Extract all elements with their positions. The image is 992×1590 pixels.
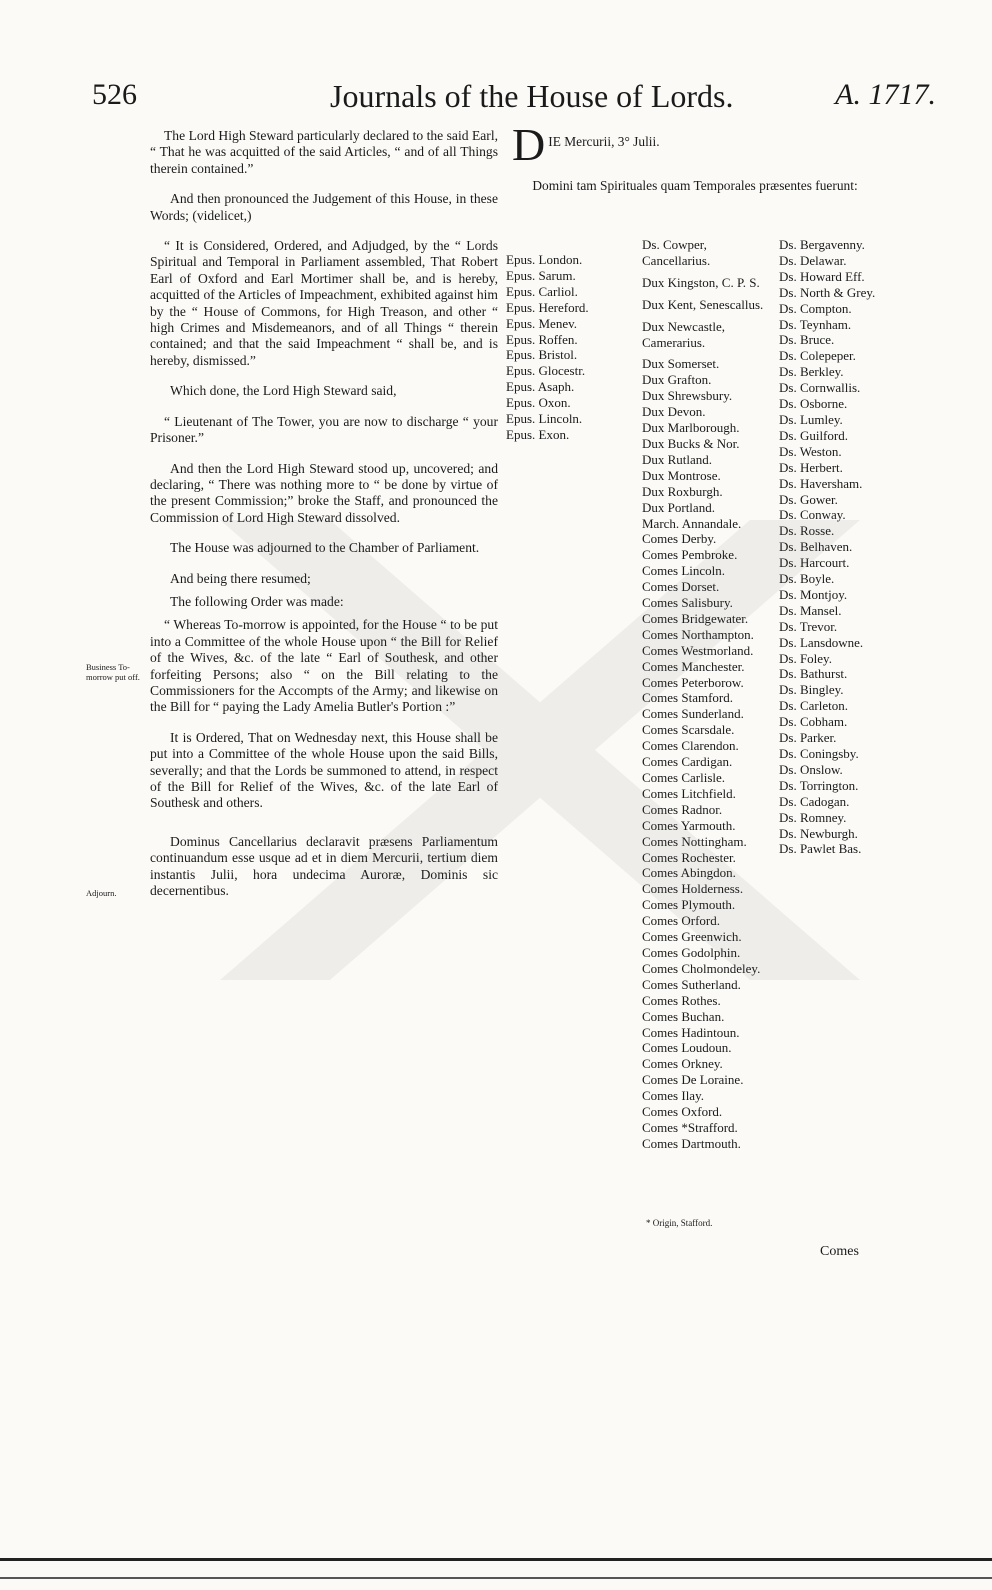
attendee-entry: Comes Plymouth. bbox=[642, 897, 736, 913]
attendee-entry: Epus. Hereford. bbox=[506, 299, 589, 315]
attendee-entry: Comes Scarsdale. bbox=[642, 722, 735, 738]
attendee-entry: Comes Peterborow. bbox=[642, 674, 744, 690]
order-quote: “ Whereas To-morrow is appointed, for the House “ to be put into a Committee of the whole House upon “ the Bill for Relief of the Wives, &c. of the late “ Earl of Southesk, and other forfeiting Persons; also “ on the Bill relating to the Commissioners for the Accompts of the Army; and likewise on the Bill for “ paying the Lady Amelia Butler's Portion :” bbox=[150, 617, 498, 715]
attendee-entry: Comes Orkney. bbox=[642, 1056, 723, 1072]
attendee-entry: Comes Pembroke. bbox=[642, 547, 738, 563]
attendee-entry: Ds. Teynham. bbox=[779, 316, 852, 332]
paragraph: It is Ordered, That on Wednesday next, this House shall be put into a Committee of the whole House upon the said Bills, severally; and that the Lords be summoned to attend, in respect of the Bill for Relief of the Wives, &c. of the late Earl of Southesk and others. bbox=[150, 729, 498, 811]
attendee-entry: Comes Dartmouth. bbox=[642, 1135, 741, 1151]
paragraph: Which done, the Lord High Steward said, bbox=[170, 383, 397, 399]
attendee-entry: Ds. Osborne. bbox=[779, 396, 848, 412]
attendee-entry: Epus. Glocestr. bbox=[506, 363, 586, 379]
attendee-entry: Epus. Menev. bbox=[506, 315, 578, 331]
attendee-entry: Dux Marlborough. bbox=[642, 420, 740, 436]
attendee-entry: Comes Yarmouth. bbox=[642, 817, 736, 833]
attendee-entry: Dux Montrose. bbox=[642, 467, 721, 483]
attendee-entry: Dux Roxburgh. bbox=[642, 483, 723, 499]
attendee-entry: Comes Salisbury. bbox=[642, 595, 733, 611]
attendee-entry: Dux Portland. bbox=[642, 499, 715, 515]
attendee-entry: Dux Kent, Senescallus. bbox=[642, 296, 764, 312]
attendee-entry: Comes Abingdon. bbox=[642, 865, 736, 881]
attendance-heading: Domini tam Spirituales quam Temporales præsentes fuerunt: bbox=[532, 178, 858, 193]
attendee-entry: Comes Ilay. bbox=[642, 1088, 704, 1104]
attendee-entry: Ds. Conway. bbox=[779, 507, 846, 523]
attendee-entry: Comes Litchfield. bbox=[642, 785, 736, 801]
attendee-entry: Comes Carlisle. bbox=[642, 770, 726, 785]
attendee-entry: Dux Devon. bbox=[642, 404, 706, 420]
attendee-entry: Dux Kingston, C. P. S. bbox=[642, 274, 760, 290]
attendee-entry: Ds. Bruce. bbox=[779, 332, 835, 348]
attendee-entry: Comes De Loraine. bbox=[642, 1072, 744, 1088]
attendee-entry: Ds. Romney. bbox=[779, 809, 847, 825]
attendee-entry: Ds. Lansdowne. bbox=[779, 634, 864, 650]
attendee-entry: Comes Stamford. bbox=[642, 690, 733, 706]
attendee-entry: Ds. Herbert. bbox=[779, 459, 843, 475]
attendee-entry: Ds. Belhaven. bbox=[779, 539, 853, 555]
judgement-quote: “ It is Considered, Ordered, and Adjudged, by the “ Lords Spiritual and Temporal in Parliament assembled, That Robert Earl of Oxford and Earl Mortimer shall be, and is hereby, acquitted of the Articles of Impeachment, exhibited against him by the “ House of Commons, for High Treason, and other “ high Crimes and Misdemeanors, and of all Things “ therein contained; and that the said Impeachment “ shall be, and is hereby, dismissed.” bbox=[150, 238, 498, 368]
attendee-entry: Ds. Onslow. bbox=[779, 761, 843, 777]
attendee-entry: Comes Oxford. bbox=[642, 1104, 723, 1120]
barons-column bbox=[779, 237, 875, 857]
attendee-entry: Dux Newcastle, Camerarius. bbox=[642, 318, 726, 350]
page-number: 526 bbox=[92, 78, 137, 111]
attendee-entry: Ds. Cornwallis. bbox=[779, 380, 861, 396]
page-title: Journals of the House of Lords. bbox=[330, 78, 734, 114]
attendee-entry: Comes Cholmondeley. bbox=[642, 960, 761, 976]
attendee-entry: Comes Manchester. bbox=[642, 658, 745, 674]
bottom-rule bbox=[0, 1558, 992, 1561]
attendee-entry: Ds. Compton. bbox=[779, 300, 852, 316]
right-header bbox=[512, 119, 952, 170]
attendee-entry: Ds. Boyle. bbox=[779, 571, 835, 587]
attendee-entry: Ds. Cadogan. bbox=[779, 793, 850, 809]
margin-note: Adjourn. bbox=[86, 888, 117, 898]
attendee-entry: Ds. Colepeper. bbox=[779, 348, 856, 364]
attendee-entry: Dux Somerset. bbox=[642, 356, 720, 372]
dateline: IE Mercurii, 3° Julii. bbox=[548, 134, 660, 149]
attendee-entry: Ds. Cobham. bbox=[779, 714, 848, 730]
attendee-entry: Ds. Torrington. bbox=[779, 777, 859, 793]
attendee-entry: Dux Shrewsbury. bbox=[642, 388, 733, 404]
attendee-entry: Comes Orford. bbox=[642, 913, 720, 929]
attendee-entry: Ds. Rosse. bbox=[779, 523, 835, 539]
attendee-entry: Dux Grafton. bbox=[642, 372, 712, 388]
attendee-entry: Comes Rothes. bbox=[642, 992, 721, 1008]
attendee-entry: Comes Lincoln. bbox=[642, 563, 726, 579]
attendee-entry: Ds. Delawar. bbox=[779, 252, 847, 268]
attendee-entry: Ds. Weston. bbox=[779, 443, 842, 459]
attendee-entry: Comes Sutherland. bbox=[642, 976, 741, 992]
attendee-entry: Epus. Carliol. bbox=[506, 283, 578, 299]
attendee-entry: Ds. Harcourt. bbox=[779, 555, 850, 571]
attendee-entry: Comes Westmorland. bbox=[642, 642, 754, 658]
margin-note: Business To-morrow put off. bbox=[86, 662, 140, 682]
peers-column bbox=[642, 237, 772, 1152]
attendee-entry: Comes Radnor. bbox=[642, 801, 723, 817]
attendee-entry: Ds. Cowper, Cancellarius. bbox=[642, 237, 711, 268]
attendee-entry: Comes *Strafford. bbox=[642, 1119, 738, 1135]
attendee-entry: Comes Cardigan. bbox=[642, 754, 733, 770]
attendee-entry: Ds. North & Grey. bbox=[779, 284, 876, 300]
attendee-entry: Ds. Carleton. bbox=[779, 698, 848, 714]
attendee-entry: Epus. London. bbox=[506, 252, 583, 267]
bottom-rule bbox=[0, 1577, 992, 1579]
attendee-entry: Ds. Trevor. bbox=[779, 618, 838, 634]
left-column bbox=[150, 128, 498, 913]
attendee-entry: Ds. Montjoy. bbox=[779, 586, 848, 602]
paragraph: And being there resumed; bbox=[170, 570, 311, 586]
attendee-entry: Ds. Pawlet Bas. bbox=[779, 841, 862, 857]
attendee-entry: Ds. Parker. bbox=[779, 730, 837, 746]
attendee-entry: Ds. Haversham. bbox=[779, 475, 863, 491]
attendee-entry: Comes Dorset. bbox=[642, 579, 720, 595]
attendee-entry: Ds. Guilford. bbox=[779, 427, 848, 443]
attendee-entry: Ds. Mansel. bbox=[779, 602, 842, 618]
attendee-entry: Comes Northampton. bbox=[642, 626, 754, 642]
attendee-entry: Epus. Oxon. bbox=[506, 395, 571, 411]
attendee-entry: Comes Hadintoun. bbox=[642, 1024, 740, 1040]
paragraph: The House was adjourned to the Chamber of Parliament. bbox=[170, 540, 480, 556]
paragraph: The following Order was made: bbox=[170, 593, 344, 609]
attendee-entry: Comes Holderness. bbox=[642, 881, 744, 897]
paragraph: And then the Lord High Steward stood up, uncovered; and declaring, “ There was nothing more to “ be done by virtue of the present Commission;” broke the Staff, and pronounced the Commission of Lord High Steward dissolved. bbox=[150, 460, 498, 525]
attendee-entry: Comes Greenwich. bbox=[642, 929, 742, 945]
attendee-entry: Comes Buchan. bbox=[642, 1008, 725, 1024]
paragraph: The Lord High Steward particularly declared to the said Earl, “ That he was acquitted of the said Articles, “ and of all Things therein contained.” bbox=[150, 128, 498, 176]
attendee-entry: Ds. Newburgh. bbox=[779, 825, 858, 841]
catchword: Comes bbox=[820, 1244, 859, 1259]
footnote: * Origin, Stafford. bbox=[646, 1218, 713, 1228]
attendee-entry: Ds. Howard Eff. bbox=[779, 268, 865, 284]
page-year: A. 1717. bbox=[835, 78, 936, 111]
attendee-entry: Epus. Lincoln. bbox=[506, 411, 583, 427]
paragraph: And then pronounced the Judgement of this House, in these Words; (videlicet,) bbox=[150, 191, 498, 223]
attendee-entry: Comes Clarendon. bbox=[642, 738, 739, 754]
adjournment-paragraph: Dominus Cancellarius declaravit præsens Parliamentum continuandum esse usque ad et in diem Mercurii, tertium diem instantis Julii, hora undecima Auroræ, Dominis sic decernentibus. bbox=[150, 833, 498, 899]
drop-cap: D bbox=[512, 119, 546, 170]
attendee-entry: Ds. Gower. bbox=[779, 491, 838, 507]
bishops-column bbox=[506, 252, 589, 443]
attendee-entry: Ds. Lumley. bbox=[779, 411, 843, 427]
attendee-entry: Comes Loudoun. bbox=[642, 1040, 732, 1056]
attendee-entry: Comes Derby. bbox=[642, 531, 717, 547]
attendee-entry: Comes Rochester. bbox=[642, 849, 736, 865]
attendee-entry: Ds. Coningsby. bbox=[779, 746, 859, 761]
attendee-entry: Comes Bridgewater. bbox=[642, 610, 749, 626]
attendee-entry: Ds. Bathurst. bbox=[779, 666, 848, 682]
quote: “ Lieutenant of The Tower, you are now to discharge “ your Prisoner.” bbox=[150, 413, 498, 446]
attendee-entry: March. Annandale. bbox=[642, 515, 742, 531]
attendee-entry: Epus. Roffen. bbox=[506, 331, 578, 347]
attendee-entry: Comes Nottingham. bbox=[642, 833, 747, 849]
attendee-entry: Epus. Exon. bbox=[506, 426, 570, 442]
attendee-entry: Dux Rutland. bbox=[642, 451, 713, 467]
attendee-entry: Ds. Foley. bbox=[779, 650, 832, 666]
attendee-entry: Ds. Berkley. bbox=[779, 364, 844, 380]
attendee-entry: Epus. Bristol. bbox=[506, 347, 578, 363]
attendee-entry: Ds. Bergavenny. bbox=[779, 237, 865, 252]
attendee-entry: Epus. Sarum. bbox=[506, 267, 576, 283]
attendee-entry: Epus. Asaph. bbox=[506, 379, 575, 395]
attendee-entry: Comes Sunderland. bbox=[642, 706, 744, 722]
attendee-entry: Comes Godolphin. bbox=[642, 944, 741, 960]
attendee-entry: Ds. Bingley. bbox=[779, 682, 844, 698]
attendee-entry: Dux Bucks & Nor. bbox=[642, 435, 740, 451]
